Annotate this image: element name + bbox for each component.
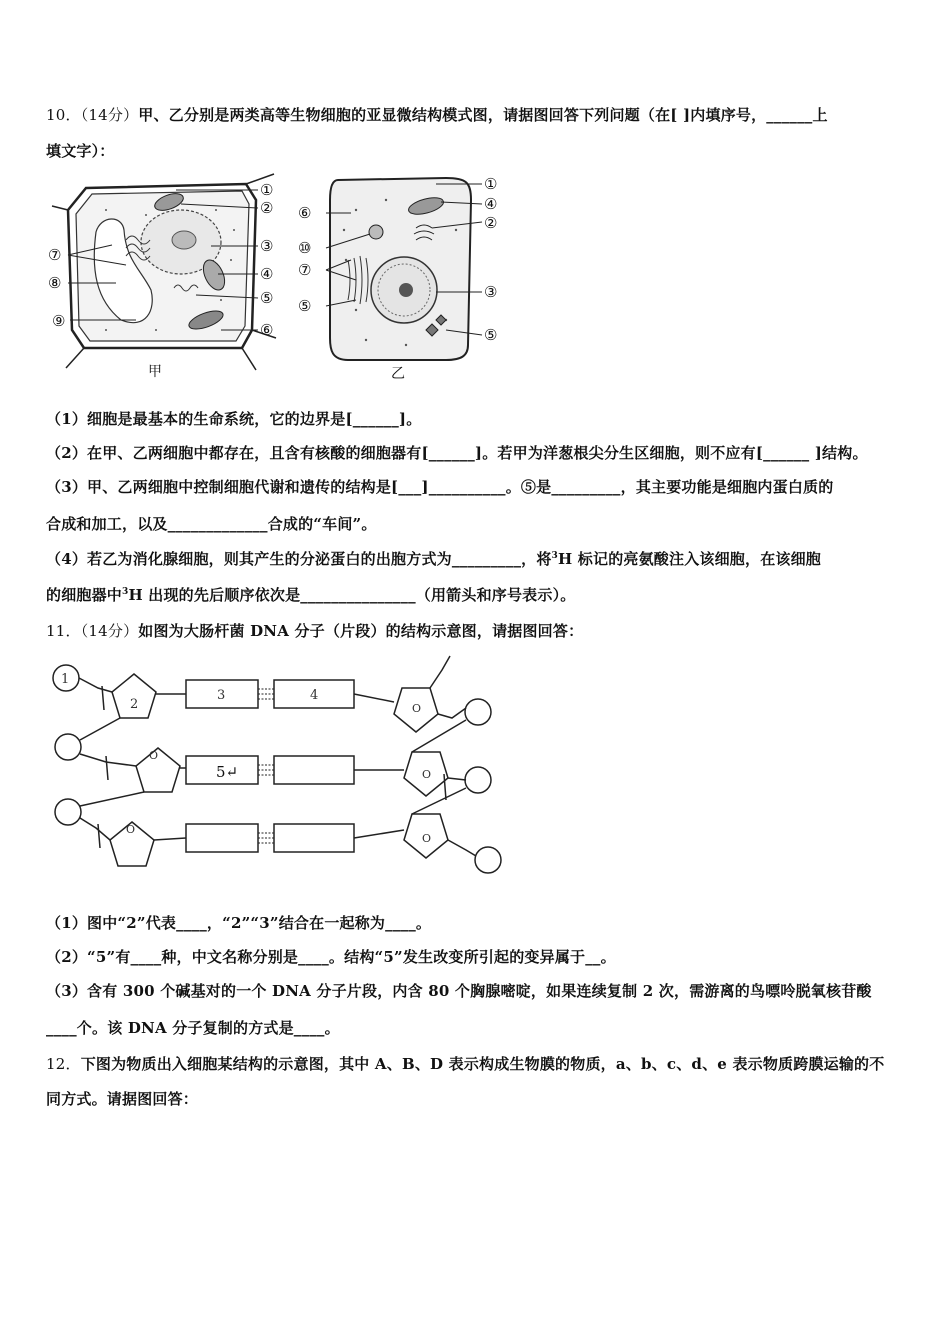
q12-stem-text: 下图为物质出入细胞某结构的示意图，其中 A、B、D 表示构成生物膜的物质，a、b、c、d、e 表示物质跨膜运输的不 [80,1055,885,1073]
plant-label-8: ⑧ [48,274,62,292]
dna-label-2: 2 [130,697,139,712]
q10-sub4-line2 [46,584,575,605]
dna-label-3: 3 [217,688,226,703]
plant-cell-figure [46,170,286,385]
q10-stem-line2: 填文字）： [46,142,115,160]
q10-sub4-line1 [46,548,821,569]
q10-sub3-line2: 合成和加工，以及_____________合成的“车间”。 [46,515,377,533]
q11-sub3-line1: （3）含有 300 个碱基对的一个 DNA 分子片段，内含 80 个胸腺嘧啶，如果连续复制 2 次，需游离的鸟嘌呤脱氧核苷酸 [46,982,872,1000]
plant-label-7: ⑦ [48,246,62,264]
animal-label-5b: ⑤ [484,326,498,344]
q10-sub4-sup-b: 3 [122,587,129,597]
q10-stem-text: 甲、乙分别是两类高等生物细胞的亚显微结构模式图，请据图回答下列问题（在[ ]内填序号，______上 [138,106,828,124]
q10-sub1: （1）细胞是最基本的生命系统，它的边界是[______]。 [46,410,422,428]
q10-stem-line1 [46,104,828,125]
q10-sub4-text-a: （4）若乙为消化腺细胞，则其产生的分泌蛋白的出胞方式为_________，将 [46,550,552,568]
dna-o-label-4: O [126,823,136,836]
animal-cell-figure [296,170,516,385]
q11-number: 11． [46,622,81,640]
q12-stem-line2: 同方式。请据图回答： [46,1090,199,1108]
animal-label-7: ⑦ [298,261,312,279]
dna-o-label-3: O [422,768,432,781]
q10-sub2: （2）在甲、乙两细胞中都存在，且含有核酸的细胞器有[______]。若甲为洋葱根尖分生区细胞，则不应有[______ ]结构。 [46,444,868,462]
dna-o-label-2: O [149,749,159,762]
q10-sub3-line1: （3）甲、乙两细胞中控制细胞代谢和遗传的结构是[___]__________。⑤是_________，其主要功能是细胞内蛋白质的 [46,478,834,496]
dna-o-label-5: O [422,832,432,845]
animal-label-4: ④ [484,195,498,213]
q11-points: （14分） [80,622,139,640]
plant-label-6: ⑥ [260,321,274,339]
plant-label-2: ② [260,199,274,217]
animal-label-10: ⑩ [298,239,312,257]
dna-o-label-1: O [412,702,422,715]
q11-sub3-line2: ____个。该 DNA 分子复制的方式是____。 [46,1019,340,1037]
plant-label-5: ⑤ [260,289,274,307]
q10-sub4-text-c: 的细胞器中 [46,586,123,604]
plant-label-9: ⑨ [52,312,66,330]
dna-label-4: 4 [310,688,319,703]
plant-label-4: ④ [260,265,274,283]
plant-label-3: ③ [260,237,274,255]
plant-label-1: ① [260,181,274,199]
animal-label-5a: ⑤ [298,297,312,315]
animal-label-6: ⑥ [298,204,312,222]
phosphate-left-3 [55,799,81,825]
dna-label-1: 1 [61,672,70,687]
phosphate-right-1 [465,699,491,725]
q12-stem-line1 [46,1053,884,1074]
phosphate-left-2 [55,734,81,760]
phosphate-right-2 [465,767,491,793]
phosphate-right-3 [475,847,501,873]
plant-caption: 甲 [148,364,162,380]
q11-stem [46,620,583,641]
q10-points: （14分） [80,106,139,124]
q10-number: 10． [46,106,81,124]
q10-sub4-sup-a: 3 [551,551,559,561]
q12-number: 12． [46,1055,81,1073]
q10-sub4-text-b: H 标记的亮氨酸注入该细胞，在该细胞 [558,550,822,568]
animal-label-1: ① [484,175,498,193]
q11-sub2: （2）“5”有____种，中文名称分别是____。结构“5”发生改变所引起的变异属于__。 [46,948,616,966]
animal-label-3: ③ [484,283,498,301]
q10-sub4-text-d: H 出现的先后顺序依次是_______________（用箭头和序号表示）。 [128,586,576,604]
animal-caption: 乙 [391,366,405,382]
animal-label-2: ② [484,214,498,232]
dna-structure-figure [46,650,516,880]
q11-stem-text: 如图为大肠杆菌 DNA 分子（片段）的结构示意图，请据图回答： [138,622,584,640]
q11-sub1: （1）图中“2”代表____，“2”“3”结合在一起称为____。 [46,914,432,932]
dna-label-5: 5↵ [216,763,239,781]
